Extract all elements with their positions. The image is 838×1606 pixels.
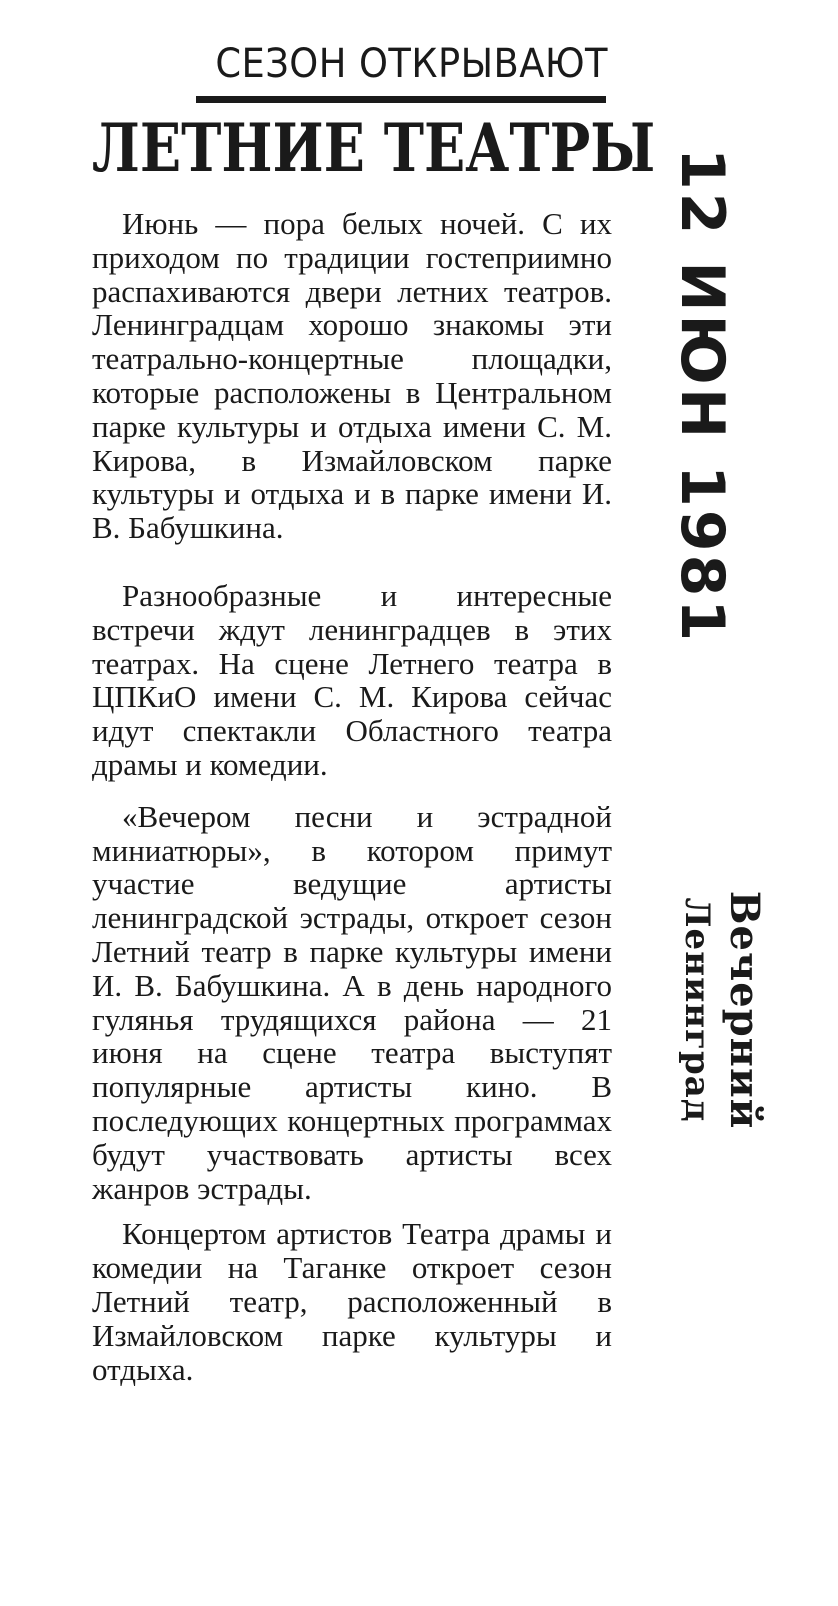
newspaper-clipping — [92, 38, 656, 1400]
article-paragraph: Концертом артистов Театра драмы и комедии на Таганке откроет сезон Летний театр, расположенный в Измайловском парке культуры и отдыха. — [92, 1216, 612, 1387]
source-stamp-line2: Ленинград — [677, 897, 717, 1123]
source-stamp — [677, 890, 768, 1130]
rubric: СЕЗОН ОТКРЫВАЮТ — [215, 41, 608, 87]
article-paragraph: «Вечером песни и эстрадной миниатюры», в котором примут участие ведущие артисты ленинградской эстрады, откроет сезон Летний театр в парке культуры имени И. В. Бабушкина. А в день народного гулянья трудящихся района — 21 июня на сцене театра выступят популярные артисты кино. В последующих концертных программах будут участвовать артисты всех жанров эстрады. — [92, 798, 612, 1206]
article-paragraph: Июнь — пора белых ночей. С их приходом по традиции гостеприимно распахиваются двери летних театров. Ленинградцам хорошо знакомы эти театрально-концертные площадки, которые расположены в Центральном парке культуры и отдыха имени С. М. Кирова, в Измайловском парке культуры и отдыха и в парке имени И. В. Бабушкина. — [92, 206, 612, 546]
headline: ЛЕТНИЕ ТЕАТРЫ — [92, 109, 656, 187]
rubric-underline — [196, 96, 606, 103]
article-paragraph: Разнообразные и интересные встречи ждут ленинградцев в этих театрах. На сцене Летнего театра в ЦПКиО имени С. М. Кирова сейчас идут спектакли Областного театра драмы и комедии. — [92, 577, 612, 782]
source-stamp-line1: Вечерний — [721, 890, 768, 1130]
date-stamp: 12 ИЮН 1981 — [667, 147, 737, 645]
